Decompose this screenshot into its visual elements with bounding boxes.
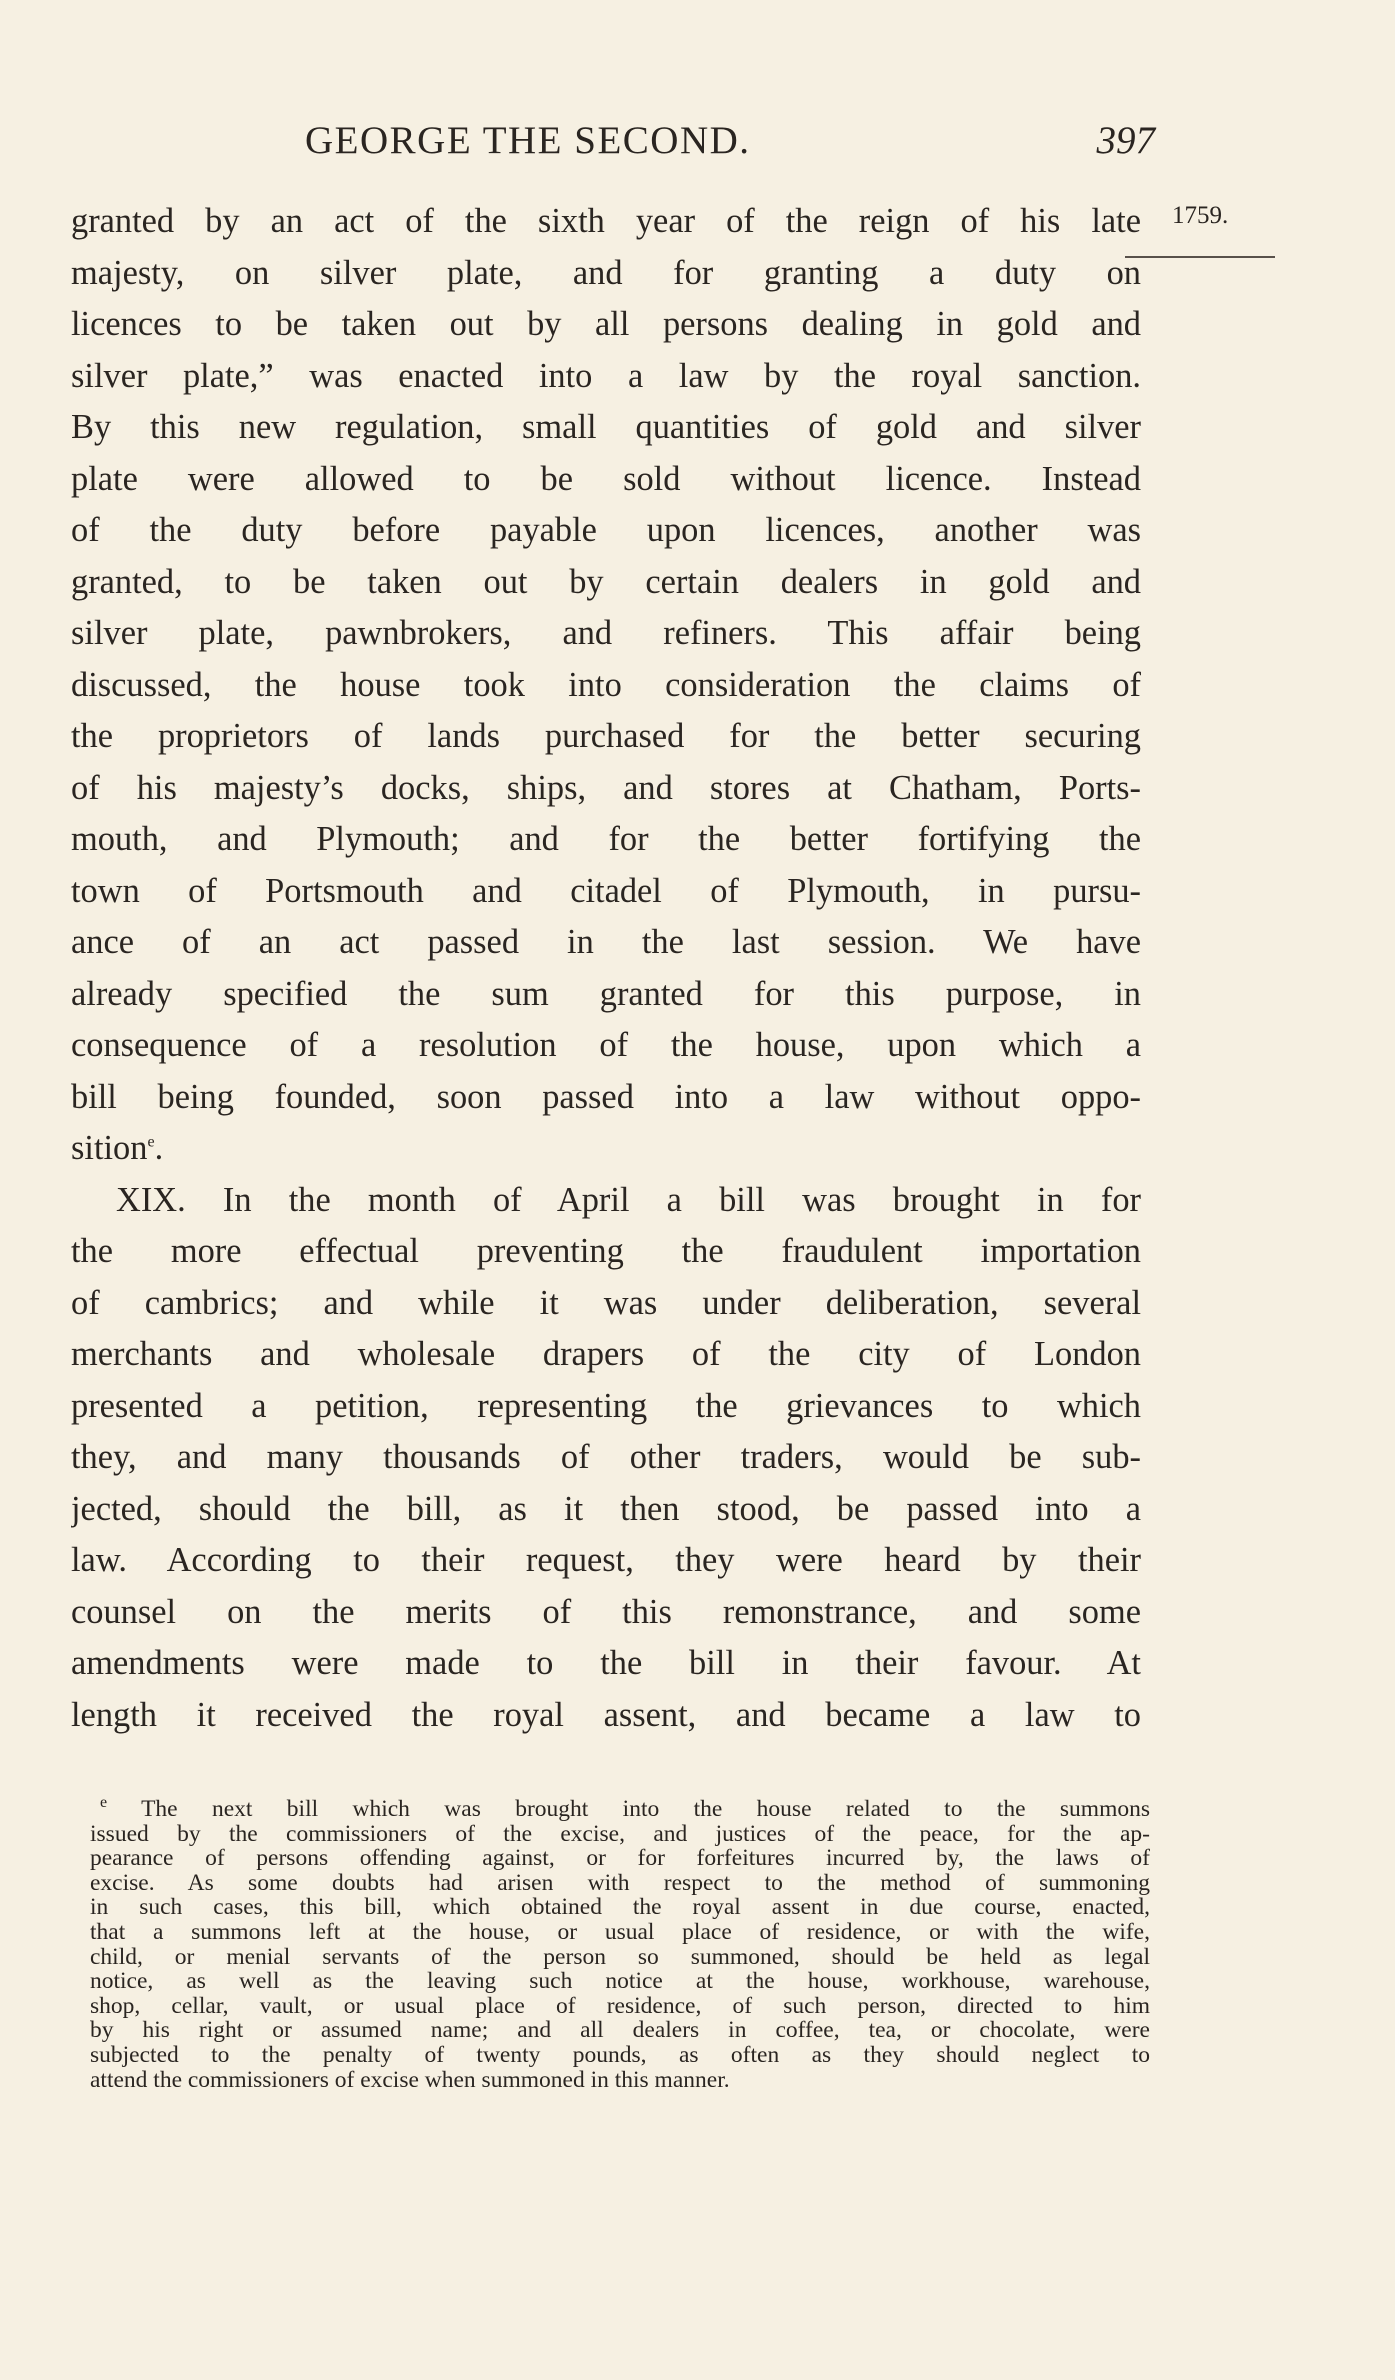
footnote-line: in such cases, this bill, which obtained the royal assent in due course, enacted,: [90, 1895, 1150, 1920]
footnote-marker: e: [100, 1797, 108, 1812]
body-line: majesty, on silver plate, and for granting a duty on: [71, 253, 1141, 292]
margin-year: 1759.: [1172, 202, 1229, 229]
body-text: [71, 196, 1141, 1741]
footnote-line: pearance of persons offending against, or for forfeitures incurred by, the laws of: [90, 1846, 1150, 1871]
body-line: amendments were made to the bill in their favour. At: [71, 1644, 1141, 1682]
body-line: law. According to their request, they were heard by their: [71, 1541, 1141, 1579]
body-line: silver plate,” was enacted into a law by the royal sanction.: [71, 356, 1141, 395]
margin-rule: [1125, 256, 1275, 258]
body-line: By this new regulation, small quantities of gold and silver: [71, 408, 1141, 446]
footnote-line: [90, 1797, 1150, 1822]
body-line-paragraph-end: [71, 1123, 1141, 1175]
end-punctuation: .: [154, 1129, 164, 1167]
body-line: discussed, the house took into consideration the claims of: [71, 665, 1141, 704]
body-line: length it received the royal assent, and became a law to: [71, 1695, 1141, 1734]
footnote-line: excise. As some doubts had arisen with respect to the method of summoning: [90, 1870, 1150, 1896]
footnote: [90, 1797, 1150, 2092]
footnote-line: by his right or assumed name; and all dealers in coffee, tea, or chocolate, were: [90, 2018, 1150, 2043]
body-line: the proprietors of lands purchased for the better securing: [71, 717, 1141, 755]
page-number: 397: [1096, 119, 1155, 162]
body-line: plate were allowed to be sold without licence. Instead: [71, 459, 1141, 498]
body-line-paragraph-start: XIX. In the month of April a bill was brought in for: [116, 1180, 1141, 1219]
body-line: merchants and wholesale drapers of the city of London: [71, 1335, 1141, 1373]
footnote-line: shop, cellar, vault, or usual place of residence, of such person, directed to him: [90, 1993, 1150, 2019]
running-head: [70, 118, 1195, 172]
body-line: counsel on the merits of this remonstrance, and some: [71, 1592, 1141, 1631]
footnote-line: notice, as well as the leaving such notice at the house, workhouse, warehouse,: [90, 1969, 1150, 1994]
body-line: bill being founded, soon passed into a law without oppo-: [71, 1077, 1141, 1116]
body-line: consequence of a resolution of the house, upon which a: [71, 1026, 1141, 1064]
body-line: jected, should the bill, as it then stood, be passed into a: [71, 1489, 1141, 1528]
body-line: of cambrics; and while it was under deliberation, several: [71, 1283, 1141, 1322]
body-line-text: sition: [71, 1129, 148, 1167]
body-line: of his majesty’s docks, ships, and stores at Chatham, Ports-: [71, 768, 1141, 807]
footnote-line: subjected to the penalty of twenty pounds, as often as they should neglect to: [90, 2042, 1150, 2068]
body-line: silver plate, pawnbrokers, and refiners. This affair being: [71, 614, 1141, 652]
body-line: ance of an act passed in the last session. We have: [71, 923, 1141, 961]
body-line: licences to be taken out by all persons dealing in gold and: [71, 305, 1141, 343]
body-line: granted, to be taken out by certain dealers in gold and: [71, 562, 1141, 601]
footnote-line: issued by the commissioners of the excise, and justices of the peace, for the ap-: [90, 1821, 1150, 1847]
footnote-line: attend the commissioners of excise when summoned in this manner.: [90, 2067, 730, 2093]
body-line: already specified the sum granted for this purpose, in: [71, 974, 1141, 1013]
footnote-reference: e: [147, 1133, 155, 1151]
body-line: the more effectual preventing the fraudulent importation: [71, 1232, 1141, 1270]
footnote-line: child, or menial servants of the person so summoned, should be held as legal: [90, 1944, 1150, 1970]
footnote-line: that a summons left at the house, or usual place of residence, or with the wife,: [90, 1919, 1150, 1945]
body-line: town of Portsmouth and citadel of Plymouth, in pursu-: [71, 871, 1141, 910]
running-title: GEORGE THE SECOND.: [305, 119, 751, 162]
footnote-line-text: The next bill which was brought into the house related to the summons: [141, 1797, 1150, 1822]
body-line: of the duty before payable upon licences, another was: [71, 511, 1141, 549]
body-line: presented a petition, representing the grievances to which: [71, 1386, 1141, 1425]
body-line: mouth, and Plymouth; and for the better fortifying the: [71, 820, 1141, 858]
body-line: granted by an act of the sixth year of the reign of his late: [71, 202, 1141, 240]
body-line: they, and many thousands of other traders, would be sub-: [71, 1438, 1141, 1476]
